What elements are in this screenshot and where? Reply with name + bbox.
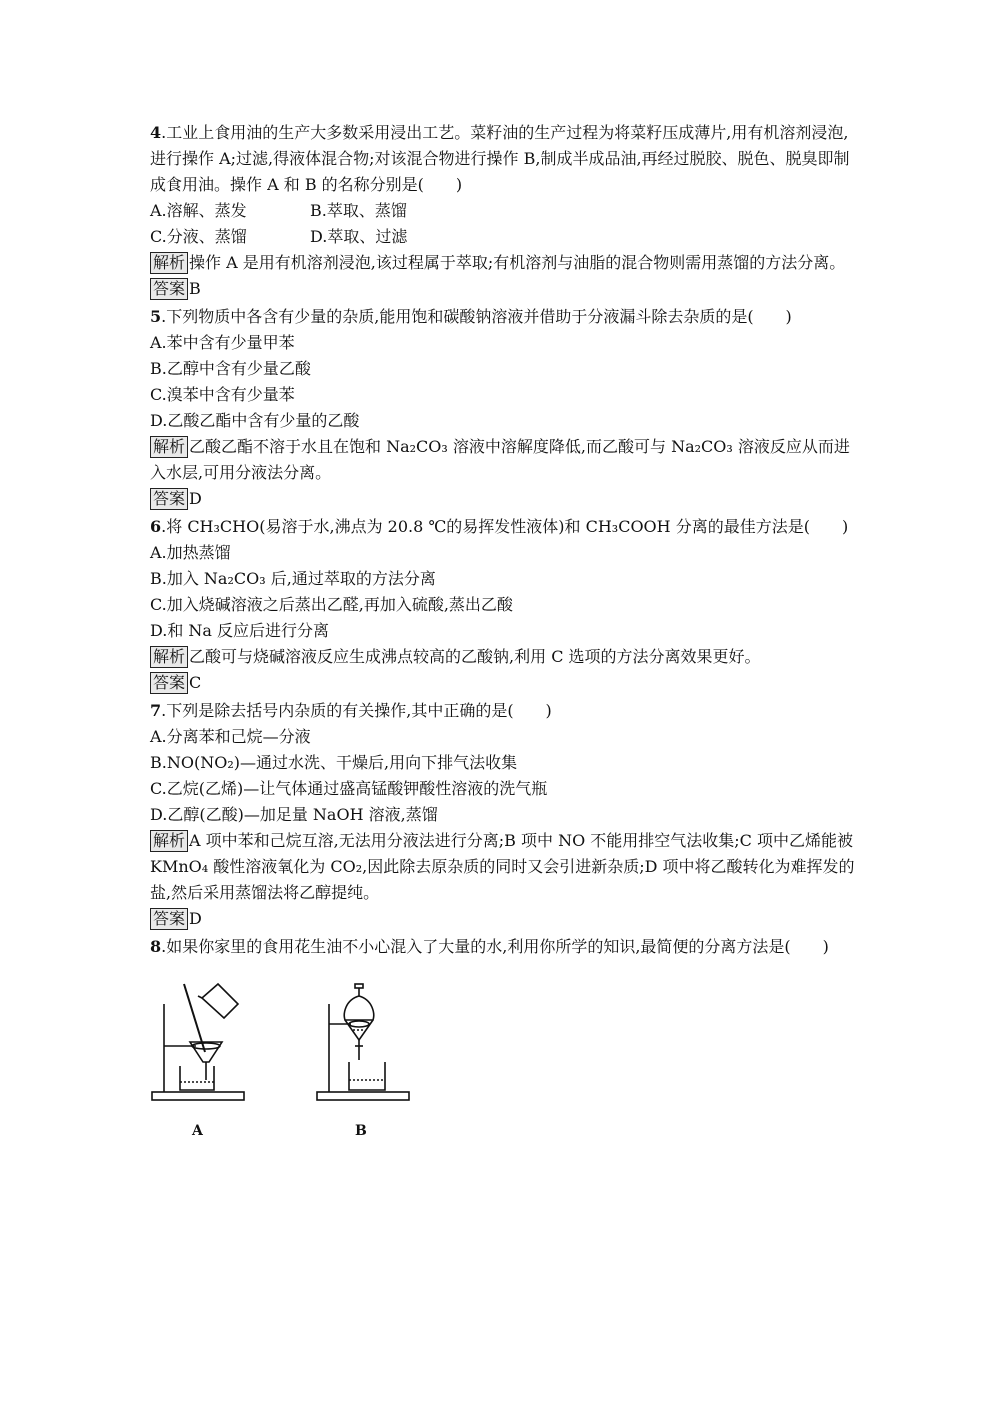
- option-c: C.加入烧碱溶液之后蒸出乙醛,再加入硫酸,蒸出乙酸: [150, 595, 513, 614]
- option-a: A.溶解、蒸发: [150, 201, 247, 220]
- analysis: 解析 乙酸乙酯不溶于水且在饱和 Na₂CO₃ 溶液中溶解度降低,而乙酸可与 Na₂CO₃ 溶液反应从而进入水层,可用分液法分离。: [150, 437, 850, 482]
- question-8: [150, 934, 860, 1144]
- separatory-funnel-figure: [315, 974, 415, 1114]
- answer: 答案 B: [150, 276, 860, 302]
- answer: 答案 C: [150, 670, 860, 696]
- content: [150, 120, 860, 1144]
- answer: 答案 D: [150, 906, 860, 932]
- analysis-tag: 解析: [150, 830, 188, 852]
- question-number: 4: [150, 123, 162, 142]
- option-a: A.苯中含有少量甲苯: [150, 333, 295, 352]
- answer: 答案 D: [150, 486, 860, 512]
- analysis-tag: 解析: [150, 252, 188, 274]
- options-row: [150, 198, 860, 224]
- option-d: D.乙酸乙酯中含有少量的乙酸: [150, 411, 360, 430]
- question-number: 8: [150, 937, 162, 956]
- filtration-apparatus-figure: [150, 974, 250, 1114]
- analysis: 解析 乙酸可与烧碱溶液反应生成沸点较高的乙酸钠,利用 C 选项的方法分离效果更好。: [150, 644, 860, 670]
- question-stem: 4.工业上食用油的生产大多数采用浸出工艺。菜籽油的生产过程为将菜籽压成薄片,用有机溶剂浸泡,进行操作 A;过滤,得液体混合物;对该混合物进行操作 B,制成半成品油,再经过脱胶、脱色、脱臭即制成食用油。操作 A 和 B 的名称分别是( ): [150, 123, 850, 194]
- analysis-tag: 解析: [150, 436, 188, 458]
- question-number: 6: [150, 517, 162, 536]
- answer-tag: 答案: [150, 488, 188, 510]
- question-number: 5: [150, 307, 162, 326]
- option-d: D.和 Na 反应后进行分离: [150, 621, 330, 640]
- figure-label-a: A: [192, 1123, 203, 1139]
- option-a: A.加热蒸馏: [150, 543, 231, 562]
- question-stem: 7.下列是除去括号内杂质的有关操作,其中正确的是( ): [150, 701, 552, 720]
- figure-label-b: B: [355, 1123, 367, 1139]
- question-stem: 6.将 CH₃CHO(易溶于水,沸点为 20.8 ℃的易挥发性液体)和 CH₃COOH 分离的最佳方法是( ): [150, 517, 849, 536]
- option-c: C.分液、蒸馏: [150, 227, 247, 246]
- answer-tag: 答案: [150, 672, 188, 694]
- answer-tag: 答案: [150, 908, 188, 930]
- option-d: D.萃取、过滤: [310, 227, 408, 246]
- analysis: 解析 操作 A 是用有机溶剂浸泡,该过程属于萃取;有机溶剂与油脂的混合物则需用蒸馏的方法分离。: [150, 250, 860, 276]
- option-b: B.乙醇中含有少量乙酸: [150, 359, 311, 378]
- question-5: [150, 304, 860, 512]
- figures: [150, 974, 860, 1144]
- option-c: C.乙烷(乙烯)—让气体通过盛高锰酸钾酸性溶液的洗气瓶: [150, 779, 548, 798]
- question-4: [150, 120, 860, 302]
- option-b: B.NO(NO₂)—通过水洗、干燥后,用向下排气法收集: [150, 753, 518, 772]
- option-d: D.乙醇(乙酸)—加足量 NaOH 溶液,蒸馏: [150, 805, 438, 824]
- option-b: B.加入 Na₂CO₃ 后,通过萃取的方法分离: [150, 569, 436, 588]
- question-stem: 8.如果你家里的食用花生油不小心混入了大量的水,利用你所学的知识,最简便的分离方法是( ): [150, 937, 829, 956]
- option-c: C.溴苯中含有少量苯: [150, 385, 295, 404]
- options-row: [150, 224, 860, 250]
- question-7: [150, 698, 860, 932]
- question-number: 7: [150, 701, 162, 720]
- question-6: [150, 514, 860, 696]
- option-a: A.分离苯和己烷—分液: [150, 727, 311, 746]
- answer-tag: 答案: [150, 278, 188, 300]
- question-stem: 5.下列物质中各含有少量的杂质,能用饱和碳酸钠溶液并借助于分液漏斗除去杂质的是( ): [150, 307, 792, 326]
- analysis-tag: 解析: [150, 646, 188, 668]
- analysis: 解析 A 项中苯和己烷互溶,无法用分液法进行分离;B 项中 NO 不能用排空气法收集;C 项中乙烯能被 KMnO₄ 酸性溶液氧化为 CO₂,因此除去原杂质的同时又会引进新杂质;D 项中将乙酸转化为难挥发的盐,然后采用蒸馏法将乙醇提纯。: [150, 831, 855, 902]
- option-b: B.萃取、蒸馏: [310, 201, 407, 220]
